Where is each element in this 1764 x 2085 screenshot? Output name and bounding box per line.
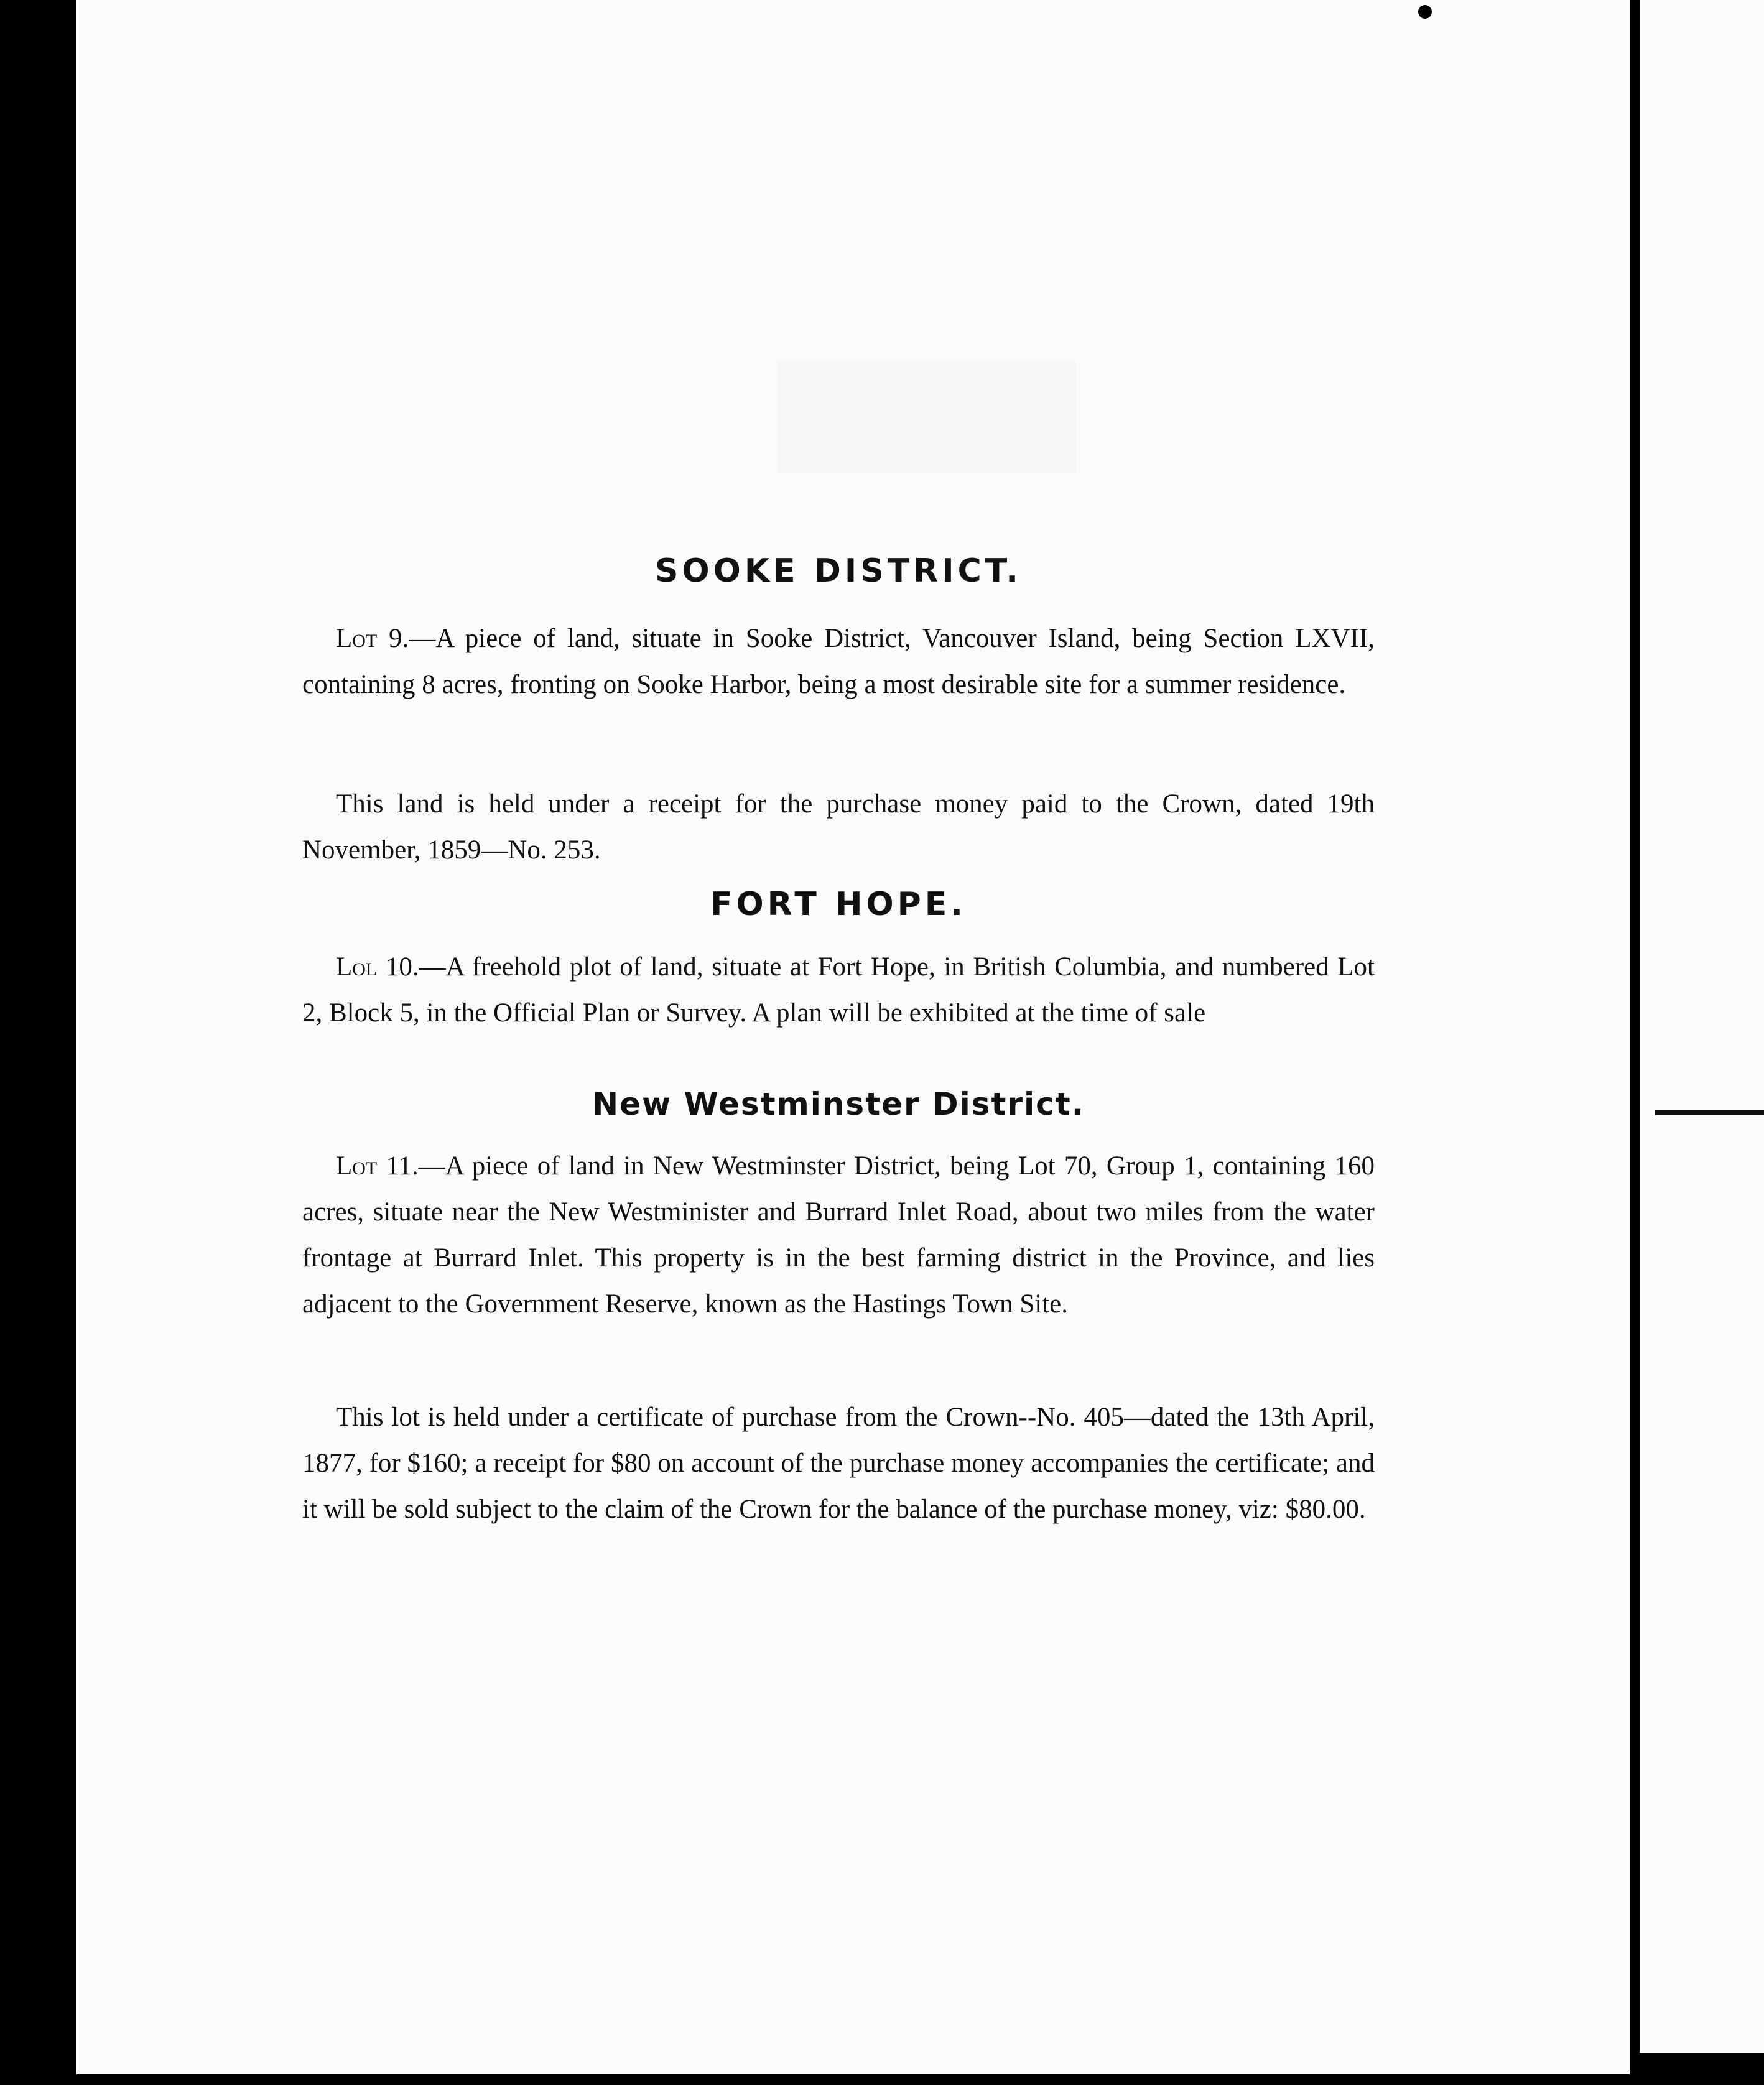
paragraph-text: —A piece of land, situate in Sooke District, Vancouver Island, being Section LXVII, containing 8 acres, fronting on Sooke Harbor, being a most desirable site for a summer residence. bbox=[302, 624, 1375, 699]
scan-artifact-dot bbox=[1418, 5, 1432, 19]
paragraph-lot-9 bbox=[302, 616, 1375, 708]
paragraph-lot-10 bbox=[302, 944, 1375, 1036]
heading-sooke-district: SOOKE DISTRICT. bbox=[654, 552, 1023, 590]
lot-label: Lol 10. bbox=[336, 952, 419, 982]
paragraph-lot-9-tenure: This land is held under a receipt for the purchase money paid to the Crown, dated 19th November, 1859—No. 253. bbox=[302, 789, 1375, 865]
lot-label: Lot 11. bbox=[336, 1151, 419, 1181]
paragraph-lot-11 bbox=[302, 1143, 1375, 1327]
paragraph-lot-11-tenure: This lot is held under a certificate of purchase from the Crown--No. 405—dated the 13th April, 1877, for $160; a receipt for $80 on account of the purchase money accompanies the certificate; and it will be sold subject to the claim of the Crown for the balance of the purchase money, viz: $80.00. bbox=[302, 1403, 1375, 1524]
lot-label: Lot 9. bbox=[336, 624, 409, 653]
paragraph-text: —A freehold plot of land, situate at Fort Hope, in British Columbia, and numbered Lot 2, Block 5, in the Official Plan or Survey. A plan will be exhibited at the time of sale bbox=[302, 952, 1375, 1028]
faint-bleed-through bbox=[778, 361, 1076, 473]
adjacent-page-rule bbox=[1655, 1110, 1764, 1115]
adjacent-page-edge bbox=[1640, 0, 1764, 2053]
document-page bbox=[76, 0, 1630, 2074]
heading-fort-hope: FORT HOPE. bbox=[710, 886, 967, 923]
heading-new-westminster-district: New Westminster District. bbox=[592, 1086, 1085, 1122]
paragraph-text: —A piece of land in New Westminster District, being Lot 70, Group 1, containing 160 acres, situate near the New Westminister and Burrard Inlet Road, about two miles from the water frontage at Burrard Inlet. This property is in the best farming district in the Province, and lies adjacent to the Government Reserve, known as the Hastings Town Site. bbox=[302, 1151, 1375, 1319]
